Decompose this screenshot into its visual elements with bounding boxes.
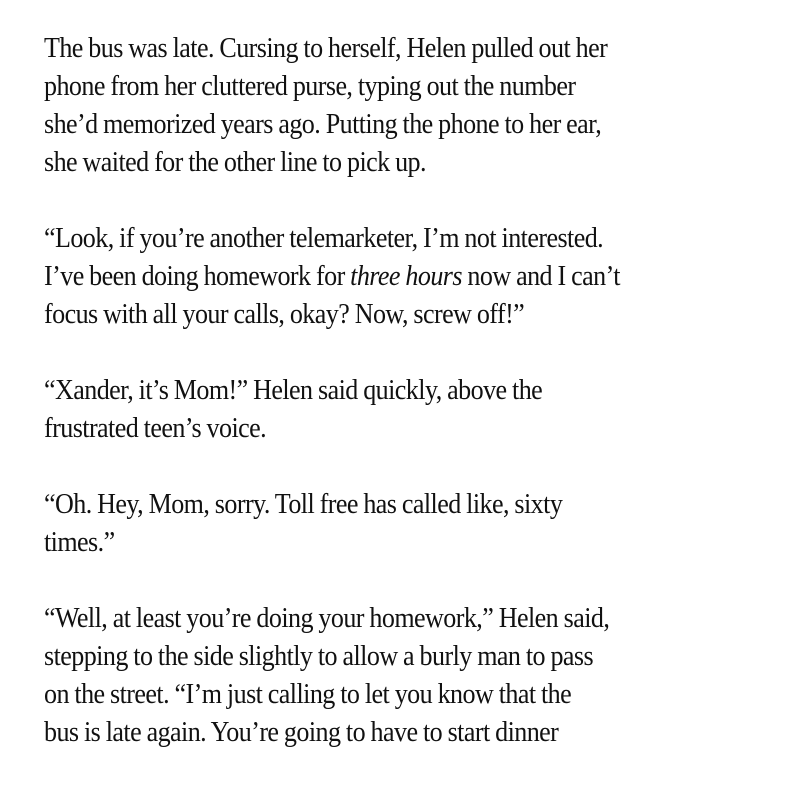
- paragraph-5: [44, 600, 732, 752]
- text-line: phone from her cluttered purse, typing out the number: [44, 71, 576, 102]
- paragraph-1: [44, 30, 732, 182]
- text-line: on the street. “I’m just calling to let you know that the: [44, 679, 572, 710]
- paragraph-2: [44, 220, 732, 334]
- document-page: [44, 30, 732, 790]
- text-line: The bus was late. Cursing to herself, Helen pulled out her: [44, 33, 608, 64]
- italic-emphasis: three hours: [350, 261, 462, 292]
- text-line: focus with all your calls, okay? Now, screw off!”: [44, 299, 525, 330]
- text-line: bus is late again. You’re going to have to start dinner: [44, 717, 559, 748]
- text-line: stepping to the side slightly to allow a burly man to pass: [44, 641, 594, 672]
- text-line: “Oh. Hey, Mom, sorry. Toll free has called like, sixty: [44, 489, 563, 520]
- text-line: times.”: [44, 527, 115, 558]
- text-line: she waited for the other line to pick up.: [44, 147, 426, 178]
- text-segment: now and I can’t: [461, 261, 620, 292]
- text-line: “Look, if you’re another telemarketer, I’m not interested.: [44, 223, 604, 254]
- text-segment: I’ve been doing homework for: [44, 261, 351, 292]
- text-line: she’d memorized years ago. Putting the phone to her ear,: [44, 109, 602, 140]
- text-line: [44, 258, 732, 296]
- paragraph-4: [44, 486, 732, 562]
- paragraph-3: [44, 372, 732, 448]
- text-line: “Xander, it’s Mom!” Helen said quickly, above the: [44, 375, 543, 406]
- text-line: frustrated teen’s voice.: [44, 413, 267, 444]
- text-line: “Well, at least you’re doing your homework,” Helen said,: [44, 603, 610, 634]
